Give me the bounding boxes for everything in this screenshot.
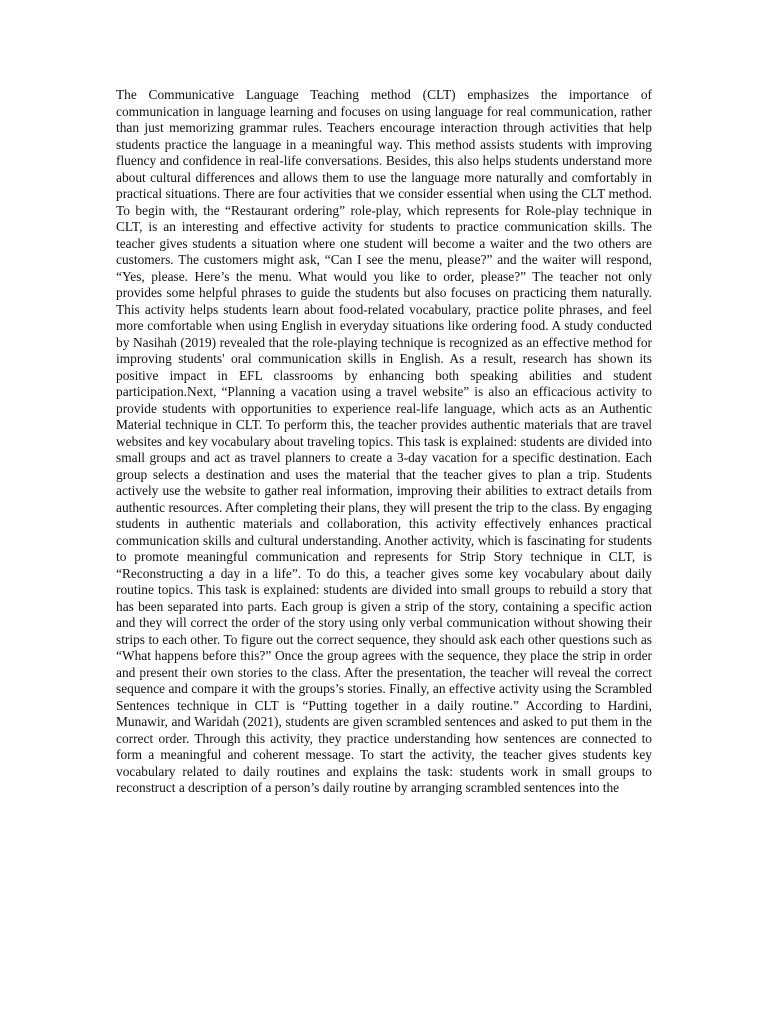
body-paragraph: The Communicative Language Teaching method (CLT) emphasizes the importance of communication in language learning and focuses on using language for real communication, rather than just memorizing grammar rules. Teachers encourage interaction through activities that help students practice the language in a meaningful way. This method assists students with improving fluency and confidence in real-life conversations. Besides, this also helps students understand more about cultural differences and allows them to use the language more naturally and comfortably in practical situations. There are four activities that we consider essential when using the CLT method. To begin with, the “Restaurant ordering” role-play, which represents for Role-play technique in CLT, is an interesting and effective activity for students to practice communication skills. The teacher gives students a situation where one student will become a waiter and the two others are customers. The customers might ask, “Can I see the menu, please?” and the waiter will respond, “Yes, please. Here’s the menu. What would you like to order, please?” The teacher not only provides some helpful phrases to guide the students but also focuses on practicing them naturally. This activity helps students learn about food-related vocabulary, practice polite phrases, and feel more comfortable when using English in everyday situations like ordering food. A study conducted by Nasihah (2019) revealed that the role-playing technique is recognized as an effective method for improving students' oral communication skills in English. As a result, research has shown its positive impact in EFL classrooms by enhancing both speaking abilities and student participation.Next, “Planning a vacation using a travel website” is also an efficacious activity to provide students with opportunities to experience real-life language, which acts as an Authentic Material technique in CLT. To perform this, the teacher provides authentic materials that are travel websites and key vocabulary about traveling topics. This task is explained: students are divided into small groups and act as travel planners to create a 3-day vacation for a specific destination. Each group selects a destination and uses the material that the teacher gives to plan a trip. Students actively use the website to gather real information, improving their abilities to extract details from authentic resources. After completing their plans, they will present the trip to the class. By engaging students in authentic materials and collaboration, this activity effectively enhances practical communication skills and cultural understanding. Another activity, which is fascinating for students to promote meaningful communication and represents for Strip Story technique in CLT, is “Reconstructing a day in a life”. To do this, a teacher gives some key vocabulary about daily routine topics. This task is explained: students are divided into small groups to rebuild a story that has been separated into parts. Each group is given a strip of the story, containing a specific action and they will correct the order of the story using only verbal communication without showing their strips to each other. To figure out the correct sequence, they should ask each other questions such as “What happens before this?” Once the group agrees with the sequence, they place the strip in order and present their own stories to the class. After the presentation, the teacher will reveal the correct sequence and compare it with the groups’s stories. Finally, an effective activity using the Scrambled Sentences technique in CLT is “Putting together in a daily routine.” According to Hardini, Munawir, and Waridah (2021), students are given scrambled sentences and asked to put them in the correct order. Through this activity, they practice understanding how sentences are connected to form a meaningful and coherent message. To start the activity, the teacher gives students key vocabulary related to daily routines and explains the task: students work in small groups to reconstruct a description of a person’s daily routine by arranging scrambled sentences into the [116,87,652,795]
